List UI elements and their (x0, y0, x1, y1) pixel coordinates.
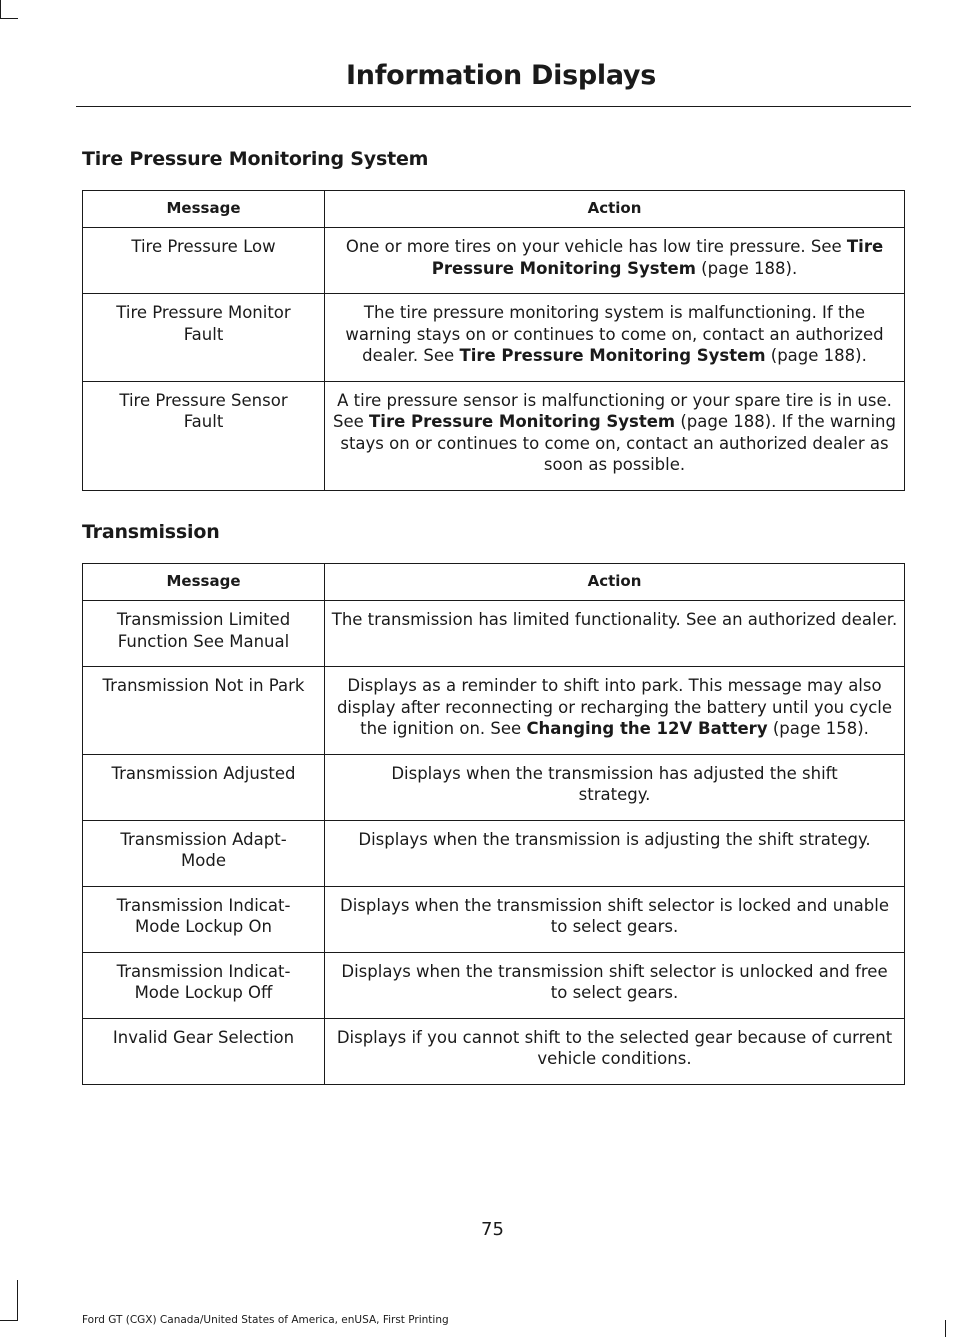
table-row (83, 754, 905, 820)
crop-mark-top-left-h (0, 18, 18, 19)
crop-mark-bottom-right (945, 1320, 946, 1337)
page-title: Information Displays (346, 60, 656, 91)
crop-mark-bottom-left-v (17, 1280, 18, 1320)
title-divider (76, 106, 911, 107)
message-cell: Transmission Adjusted (83, 754, 325, 820)
tpms-table (82, 190, 905, 491)
message-cell: Tire Pressure Low (83, 228, 325, 294)
section-heading-tpms: Tire Pressure Monitoring System (82, 148, 429, 170)
message-cell: Tire Pressure Sensor Fault (83, 381, 325, 490)
section-heading-transmission: Transmission (82, 521, 220, 543)
cross-reference: Tire Pressure Monitoring System (431, 237, 884, 278)
table-row (83, 601, 905, 667)
table-row (83, 294, 905, 382)
message-cell: Transmission Adapt-Mode (83, 820, 325, 886)
table-row (83, 1018, 905, 1084)
table-row (83, 886, 905, 952)
message-cell: Transmission Indicat-Mode Lockup Off (83, 952, 325, 1018)
column-header-action: Action (325, 191, 905, 228)
table-row (83, 381, 905, 490)
table-row (83, 667, 905, 755)
cross-reference: Changing the 12V Battery (526, 719, 768, 738)
crop-mark-top-left (0, 0, 1, 18)
column-header-message: Message (83, 564, 325, 601)
action-cell: Displays when the transmission shift selector is unlocked and free to select gears. (325, 952, 905, 1018)
transmission-table (82, 563, 905, 1085)
action-cell: Displays when the transmission is adjusting the shift strategy. (325, 820, 905, 886)
table-header-row (83, 564, 905, 601)
action-cell: The transmission has limited functionality. See an authorized dealer. (325, 601, 905, 667)
table-header-row (83, 191, 905, 228)
footer-text: Ford GT (CGX) Canada/United States of America, enUSA, First Printing (82, 1314, 449, 1326)
action-cell: The tire pressure monitoring system is malfunctioning. If the warning stays on or continues to come on, contact an authorized dealer. See Tire Pressure Monitoring System (page 188). (325, 294, 905, 382)
action-cell: Displays if you cannot shift to the selected gear because of current vehicle conditions. (325, 1018, 905, 1084)
message-cell: Invalid Gear Selection (83, 1018, 325, 1084)
message-cell: Transmission Not in Park (83, 667, 325, 755)
message-cell: Transmission Limited Function See Manual (83, 601, 325, 667)
page-number: 75 (481, 1219, 504, 1240)
message-cell: Tire Pressure Monitor Fault (83, 294, 325, 382)
table-row (83, 952, 905, 1018)
table-row (83, 228, 905, 294)
cross-reference: Tire Pressure Monitoring System (459, 346, 766, 365)
action-cell: Displays when the transmission has adjusted the shift strategy. (325, 754, 905, 820)
action-cell: One or more tires on your vehicle has low tire pressure. See Tire Pressure Monitoring System (page 188). (325, 228, 905, 294)
table-row (83, 820, 905, 886)
column-header-message: Message (83, 191, 325, 228)
action-cell: Displays as a reminder to shift into park. This message may also display after reconnecting or recharging the battery until you cycle the ignition on. See Changing the 12V Battery (page 158). (325, 667, 905, 755)
column-header-action: Action (325, 564, 905, 601)
cross-reference: Tire Pressure Monitoring System (369, 412, 676, 431)
crop-mark-bottom-left (0, 1320, 18, 1321)
message-cell: Transmission Indicat-Mode Lockup On (83, 886, 325, 952)
action-cell: Displays when the transmission shift selector is locked and unable to select gears. (325, 886, 905, 952)
action-cell: A tire pressure sensor is malfunctioning or your spare tire is in use. See Tire Pressure Monitoring System (page 188). If the warning stays on or continues to come on, contact an authorized dealer as soon as possible. (325, 381, 905, 490)
